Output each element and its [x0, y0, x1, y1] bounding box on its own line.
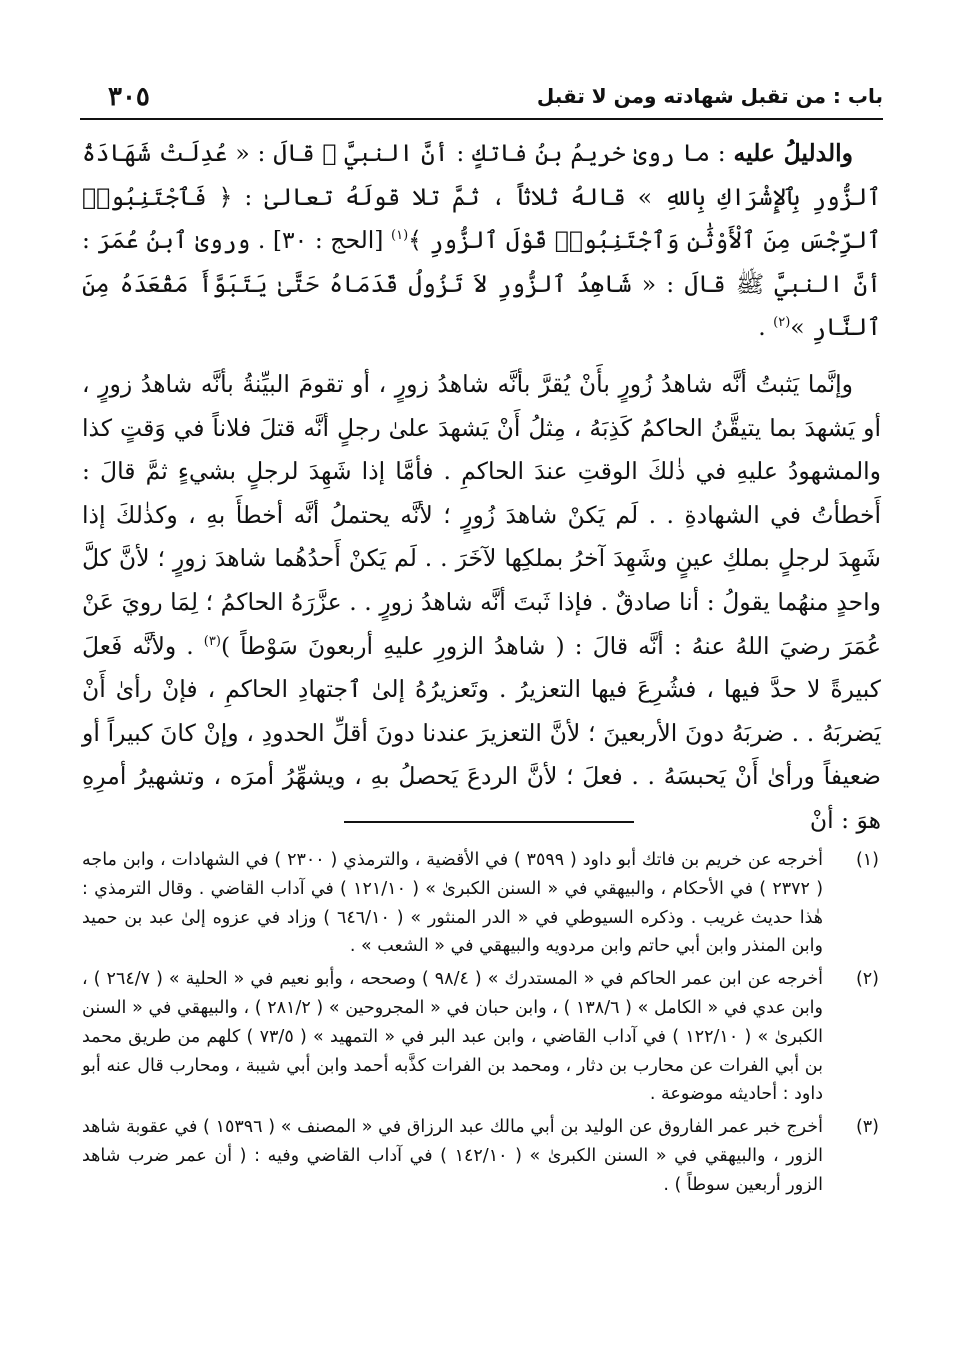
footnote-number: (١): [855, 850, 879, 870]
paragraph-text: وإنَّما يَثبتُ أنَّه شاهدُ زُورٍ بأَنْ يُقرَّ بأنَّه شاهدُ زورٍ ، أو تقومَ البيِّنةُ بأنَّه شاهدُ زورٍ ، أو يَشهدَ بما يتيقَّنُ الحاكمُ كَذِبَهُ ، مِثلُ أَنْ يَشهدَ علىٰ رجلٍ أنَّه قتلَ فلاناً في وَقتٍ كذا والمشهودُ عليهِ في ذٰلكَ الوقتِ عندَ الحاكمِ . فأمَّا إذا شَهِدَ لرجلٍ بشيءٍ ثمَّ قالَ : أَخطأتُ في الشهادةِ . . لَم يَكنْ شاهدَ زُورٍ ؛ لأنَّه يحتملُ أنَّه أخطأَ بهِ ، وكذٰلكَ إذا شَهِدَ لرجلٍ بملكِ عينٍ وشَهِدَ آخرُ بملكِها لآخَرَ . . لَم يَكنْ أَحدُهُما شاهدَ زورٍ ؛ لأنَّ كلَّ واحدٍ منهُما يقولُ : أنا صادقٌ . فإذا ثَبتَ أنَّه شاهدُ زورٍ . . عزَّرَهُ الحاكمُ ؛ لِمَا رويَ عَنْ عُمَرَ رضيَ اللهُ عنهُ : أنَّه قالَ : ( شاهدُ الزورِ عليهِ أربعونَ سَوْطاً ): [82, 369, 882, 660]
footnote-number: (٣): [855, 1117, 879, 1138]
main-text: [82, 132, 881, 843]
footnote-ref-1[interactable]: (١): [391, 228, 409, 244]
running-title: باب : من تقبل شهادته ومن لا تقبل: [536, 84, 883, 108]
paragraph-lead: والدليلُ عليه: [733, 139, 853, 167]
quran-reference: [الحج : ٣٠] .: [250, 226, 392, 255]
footnote-text: أخرجه عن ابن عمر الحاكم في « المستدرك » ( ٩٨/٤ ) وصححه ، وأبو نعيم في « الحلية » ( ٢٦٤/٧ ) ، وابن عدي في « الكامل » ( ١٣٨/٦ ) ، وابن حبان في « المجروحين » ( ٢٨١/٢ ) ، والبيهقي في « السنن الكبرىٰ » ( ١٢٢/١٠ ) في آداب القاضي ، وابن عبد البر في « التمهيد » ( ٧٣/٥ ) كلهم من طريق محمد بن أبي الفرات عن محارب بن دثار ، ومحمد بن الفرات كذَّبه أحمد وابن أبي شيبة ، ومحارب قال عنه أبو داود : أحاديثه موضوعة .: [82, 969, 824, 1105]
footnote-text: أخرجه عن خريم بن فاتك أبو داود ( ٣٥٩٩ ) في الأقضية ، والترمذي ( ٢٣٠٠ ) في الشهادات ، وابن ماجه ( ٢٣٧٢ ) في الأحكام ، والبيهقي في « السنن الكبرىٰ » ( ١٢١/١٠ ) في آداب القاضي . وقال الترمذي : هٰذا حديث غريب . وذكره السيوطي في « الدر المنثور » ( ٦٤٦/١٠ ) وزاد في عزوه إلىٰ عبد بن حميد وابن المنذر وابن أبي حاتم وابن مردويه والبيهقي في « الشعب » .: [82, 850, 824, 957]
paragraph-1: [82, 132, 881, 350]
footnote-3: [82, 1113, 881, 1199]
footnote-ref-2[interactable]: (٢): [773, 315, 791, 331]
page-number: ٣٠٥: [108, 82, 150, 112]
page-header: [80, 78, 883, 118]
footnote-number: (٢): [855, 969, 879, 990]
footnote-ref-3[interactable]: (٣): [203, 633, 221, 649]
footnote-text: أخرج خبر عمر الفاروق عن الوليد بن أبي مالك عبد الرزاق في « المصنف » ( ١٥٣٩٦ ) في عقوبة شاهد الزور ، والبيهقي في « السنن الكبرىٰ » ( ١٤٢/١٠ ) في آداب القاضي وفيه : ( أن عمر ضرب شاهد الزور أربعين سوطاً ) .: [82, 1117, 823, 1195]
paragraph-text: : ما روىٰ خريمُ بنُ فاتكٍ : أنَّ النبيَّ ﷺ قالَ : « عُدِلَتْ شَهَادَةُ ٱلزُّورِ بِٱلإِشْرَاكِ بِاللهِ » قالهُ ثلاثاً ، ثمَّ تلا قولَهُ تعالىٰ : ﴿ فَٱجْتَنِبُوا۟ ٱلرِّجْسَ مِنَ ٱلْأَوْثَٰنِ وَٱجْتَنِبُوا۟ قَوْلَ ٱلزُّورِ ﴾: [82, 139, 881, 255]
footnotes: [82, 846, 881, 1204]
paragraph-text-2: وروىٰ ٱبنُ عُمَرَ : أنَّ النبيَّ ﷺ قالَ : « شَاهِدُ ٱلزُّورِ لاَ تَزُولُ قَدَمَاهُ حَتَّىٰ يَتَبَوَّأَ مَقْعَدَهُ مِنَ ٱلنَّارِ »: [82, 226, 881, 342]
paragraph-2: [82, 363, 881, 843]
paragraph-text-2: . ولأنَّه فَعلَ كبيرةً لا حدَّ فيها ، فشُرِعَ فيها التعزيرُ . وتَعزيرُهُ إلىٰ ٱجتهادِ الحاكمِ ، فإنْ رأىٰ أَنْ يَضربَهُ . . ضربَهُ دونَ الأربعينَ ؛ لأنَّ التعزيرَ عندنا دونَ أقلِّ الحدودِ ، وإنْ كانَ كبيراً أو ضعيفاً ورأىٰ أَنْ يَحبسَهُ . . فعلَ ؛ لأنَّ الردعَ يَحصلُ بهِ ، ويشهِّرُ أمرَه ، وتشهيرُ أمرِهِ هوَ : أنْ: [82, 631, 881, 834]
header-rule: [80, 118, 883, 120]
footnote-separator: [344, 821, 634, 823]
footnote-1: [82, 846, 881, 961]
footnote-2: [82, 965, 881, 1109]
paragraph-end: .: [758, 313, 774, 342]
